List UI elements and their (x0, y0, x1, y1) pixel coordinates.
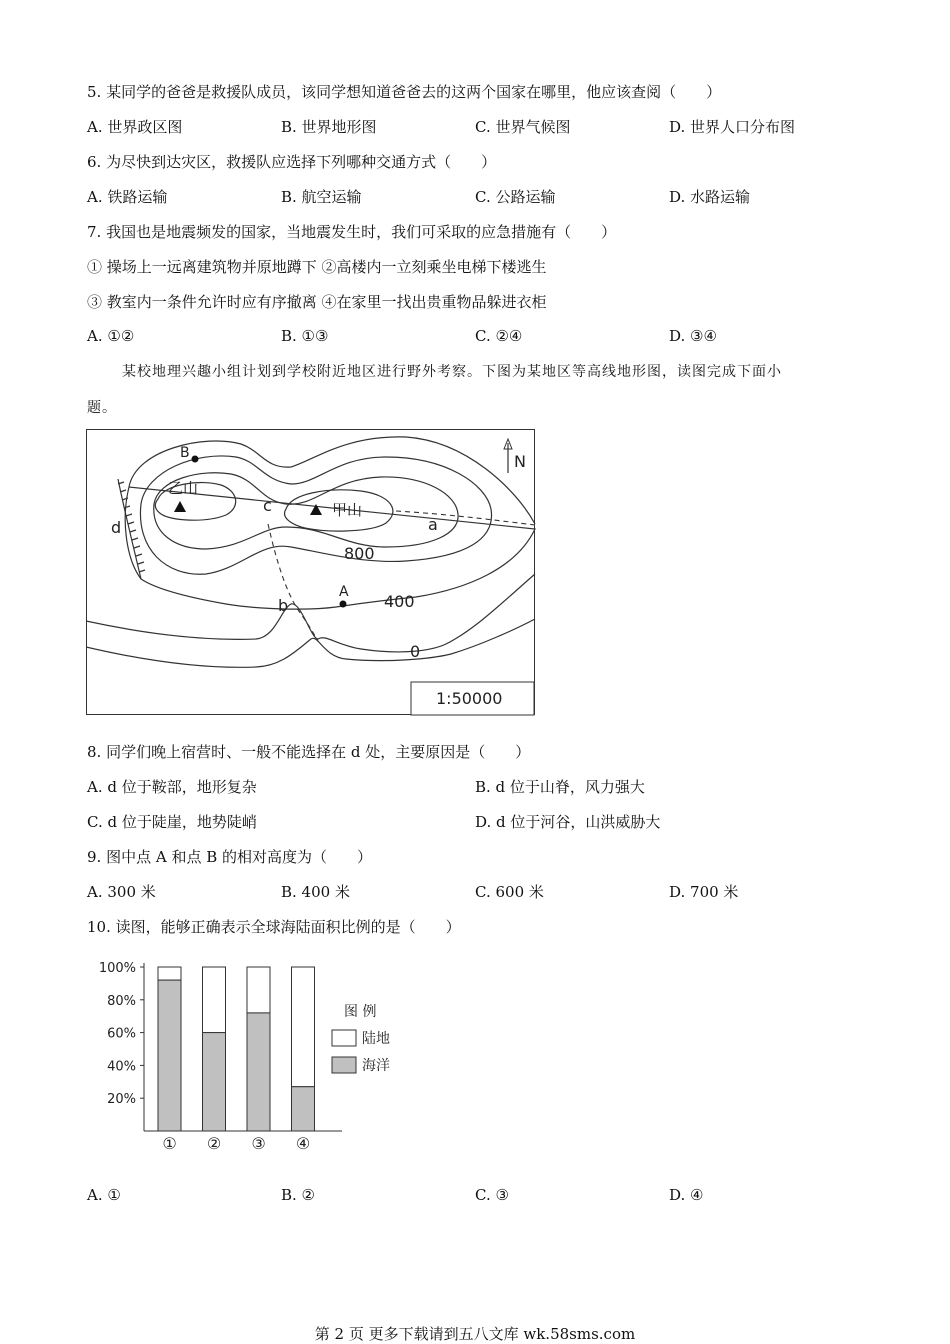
y-tick-label: 20% (107, 1092, 136, 1108)
contour-800-label: 800 (344, 544, 375, 563)
q6-option-d: D. 水路运输 (669, 188, 751, 206)
q5-stem: 5. 某同学的爸爸是救援队成员，该同学想知道爸爸去的这两个国家在哪里，他应该查阅（ ） (87, 83, 722, 101)
contour-map (86, 429, 536, 717)
bar-sea (292, 1087, 315, 1131)
q6-option-a: A. 铁路运输 (87, 188, 168, 206)
label-b: b (278, 596, 289, 615)
q10-option-c: C. ③ (475, 1186, 509, 1204)
bar-sea (247, 1013, 270, 1131)
q7-option-a: A. ①② (87, 327, 135, 345)
page-footer: 第 2 页 更多下载请到五八文库 wk.58sms.com (314, 1325, 636, 1343)
sea-land-bar-chart (88, 955, 408, 1155)
category-label: ④ (295, 1134, 311, 1153)
q6-stem: 6. 为尽快到达灾区，救援队应选择下列哪种交通方式（ ） (87, 153, 497, 171)
q8-option-a: A. d 位于鞍部，地形复杂 (87, 778, 257, 796)
bar-land (158, 967, 181, 980)
legend-swatch-sea (332, 1057, 356, 1073)
q9-option-b: B. 400 米 (281, 883, 350, 901)
intro-line-1: 某校地理兴趣小组计划到学校附近地区进行野外考察。下图为某地区等高线地形图，读图完成下面小 (122, 364, 782, 380)
peak-jia-label: 甲山 (332, 501, 363, 519)
scale-label: 1:50000 (436, 689, 503, 708)
legend-title: 图 例 (344, 1004, 377, 1020)
q9-option-d: D. 700 米 (669, 883, 739, 901)
peak-yi-label: 乙山 (168, 479, 199, 497)
north-label: N (514, 452, 526, 471)
legend-swatch-land (332, 1030, 356, 1046)
q9-option-a: A. 300 米 (87, 883, 156, 901)
q6-option-b: B. 航空运输 (281, 188, 362, 206)
contour-400-label: 400 (384, 592, 415, 611)
q7-option-b: B. ①③ (281, 327, 329, 345)
y-tick-label: 60% (107, 1026, 136, 1042)
category-label: ② (206, 1134, 222, 1153)
bar-sea (158, 980, 181, 1131)
q10-option-a: A. ① (87, 1186, 121, 1204)
q10-option-d: D. ④ (669, 1186, 704, 1204)
q5-option-b: B. 世界地形图 (281, 118, 377, 136)
q7-option-c: C. ②④ (475, 327, 523, 345)
q7-measures-2: ③ 教室内一条件允许时应有序撤离 ④在家里一找出贵重物品躲进衣柜 (87, 293, 547, 311)
legend-label-sea: 海洋 (362, 1058, 390, 1074)
q7-measures-1: ① 操场上一远离建筑物并原地蹲下 ②高楼内一立刻乘坐电梯下楼逃生 (87, 258, 547, 276)
q6-option-c: C. 公路运输 (475, 188, 556, 206)
bar-land (292, 967, 315, 1087)
q8-option-b: B. d 位于山脊，风力强大 (475, 778, 645, 796)
bar-land (247, 967, 270, 1013)
category-label: ① (162, 1134, 177, 1153)
q9-option-c: C. 600 米 (475, 883, 544, 901)
category-label: ③ (251, 1134, 266, 1153)
q8-option-d: D. d 位于河谷，山洪威胁大 (475, 813, 661, 831)
y-tick-label: 100% (98, 961, 136, 976)
q10-option-b: B. ② (281, 1186, 316, 1204)
q8-option-c: C. d 位于陡崖，地势陡峭 (87, 813, 257, 831)
y-tick-label: 80% (107, 993, 136, 1009)
q8-stem: 8. 同学们晚上宿营时、一般不能选择在 d 处，主要原因是（ ） (87, 743, 531, 761)
q7-option-d: D. ③④ (669, 327, 717, 345)
label-d: d (111, 518, 122, 537)
q5-option-a: A. 世界政区图 (87, 118, 183, 136)
point-a-label: A (339, 584, 349, 600)
y-tick-label: 40% (107, 1059, 136, 1075)
label-a: a (428, 515, 438, 534)
q5-option-d: D. 世界人口分布图 (669, 118, 796, 136)
contour-0-label: 0 (410, 642, 421, 661)
q10-stem: 10. 读图，能够正确表示全球海陆面积比例的是（ ） (87, 918, 461, 936)
bar-land (203, 967, 226, 1033)
q7-stem: 7. 我国也是地震频发的国家，当地震发生时，我们可采取的应急措施有（ ） (87, 223, 617, 241)
legend-label-land: 陆地 (362, 1031, 390, 1047)
label-c: c (263, 496, 272, 515)
point-b-label: B (180, 445, 190, 461)
intro-line-2: 题。 (87, 400, 117, 416)
q5-option-c: C. 世界气候图 (475, 118, 571, 136)
q9-stem: 9. 图中点 A 和点 B 的相对高度为（ ） (87, 848, 373, 866)
bar-sea (203, 1033, 226, 1131)
